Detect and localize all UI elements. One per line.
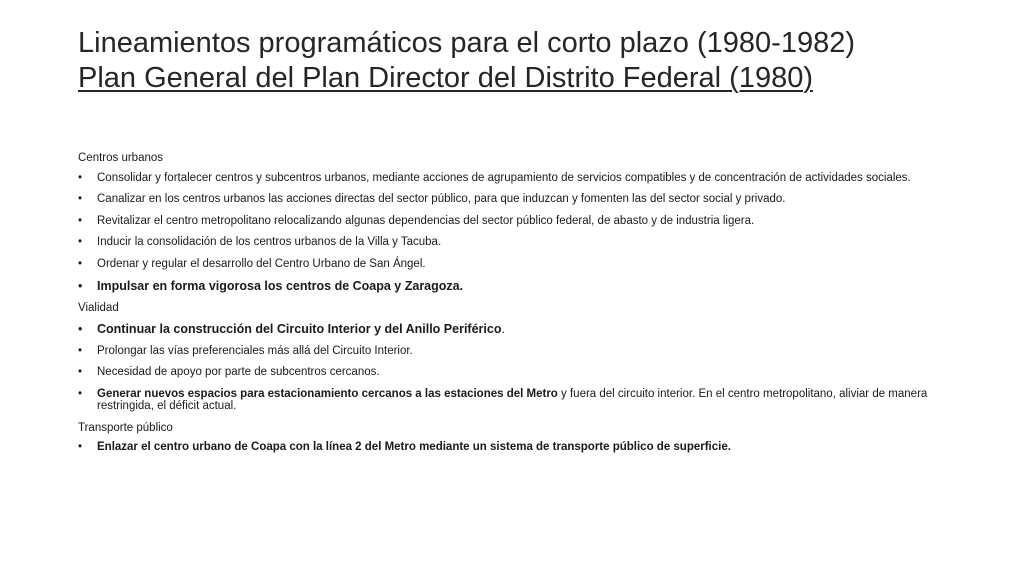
bullet-icon: • bbox=[78, 214, 83, 227]
bullet-icon: • bbox=[78, 441, 83, 453]
title-line-1: Lineamientos programáticos para el corto plazo (1980-1982) bbox=[78, 27, 855, 59]
item-text: y fuera del circuito interior. En el centro metropolitano, aliviar de manera restringida, el déficit actual. bbox=[97, 387, 928, 412]
item-text: Consolidar y fortalecer centros y subcentros urbanos, mediante acciones de agrupamiento de servicios compatibles y de concentración de actividades sociales. bbox=[97, 171, 911, 184]
bullet-icon: • bbox=[78, 387, 83, 400]
item-bold-text: Enlazar el centro urbano de Coapa con la línea 2 del Metro mediante un sistema de transporte público de superficie. bbox=[97, 441, 731, 453]
list-item bbox=[78, 193, 948, 206]
list-vialidad bbox=[78, 322, 948, 413]
list-item bbox=[78, 441, 948, 454]
item-text: Canalizar en los centros urbanos las acciones directas del sector público, para que induzcan y fomenten las del sector social y privado. bbox=[97, 193, 786, 205]
list-item bbox=[78, 215, 948, 228]
list-item bbox=[78, 388, 948, 413]
list-item bbox=[78, 258, 948, 271]
title-line-2: Plan General del Plan Director del Distrito Federal (1980) bbox=[78, 62, 814, 94]
item-bold-text: Continuar la construcción del Circuito Interior y del Anillo Periférico bbox=[97, 321, 502, 336]
item-bold-text: Impulsar en forma vigorosa los centros de Coapa y Zaragoza. bbox=[97, 279, 464, 293]
item-text: Ordenar y regular el desarrollo del Centro Urbano de San Ángel. bbox=[97, 257, 426, 270]
bullet-icon: • bbox=[78, 236, 83, 248]
list-item bbox=[78, 366, 948, 379]
section-heading-transporte-publico: Transporte público bbox=[78, 421, 173, 434]
item-bold-text: Generar nuevos espacios para estacionamiento cercanos a las estaciones del Metro bbox=[97, 387, 558, 400]
item-text: . bbox=[501, 321, 505, 336]
slide-title bbox=[78, 26, 978, 96]
item-text: Prolongar las vías preferenciales más allá del Circuito Interior. bbox=[97, 344, 413, 357]
item-text: Necesidad de apoyo por parte de subcentros cercanos. bbox=[97, 366, 380, 378]
bullet-icon: • bbox=[78, 344, 83, 357]
section-heading-centros-urbanos: Centros urbanos bbox=[78, 152, 164, 164]
list-item bbox=[78, 345, 948, 358]
item-text: Inducir la consolidación de los centros urbanos de la Villa y Tacuba. bbox=[97, 236, 442, 248]
bullet-icon: • bbox=[78, 193, 83, 205]
section-heading-vialidad: Vialidad bbox=[78, 302, 119, 314]
bullet-icon: • bbox=[78, 321, 83, 336]
bullet-icon: • bbox=[78, 257, 83, 270]
list-item bbox=[78, 236, 948, 249]
list-centros-urbanos bbox=[78, 172, 948, 294]
list-item bbox=[78, 322, 948, 336]
bullet-icon: • bbox=[78, 171, 83, 184]
list-item bbox=[78, 279, 948, 293]
bullet-icon: • bbox=[78, 279, 83, 293]
bullet-icon: • bbox=[78, 366, 83, 378]
list-item bbox=[78, 172, 948, 185]
slide-body bbox=[78, 152, 948, 463]
item-text: Revitalizar el centro metropolitano relocalizando algunas dependencias del sector público federal, de abasto y de industria ligera. bbox=[97, 214, 755, 227]
list-transporte-publico bbox=[78, 441, 948, 454]
